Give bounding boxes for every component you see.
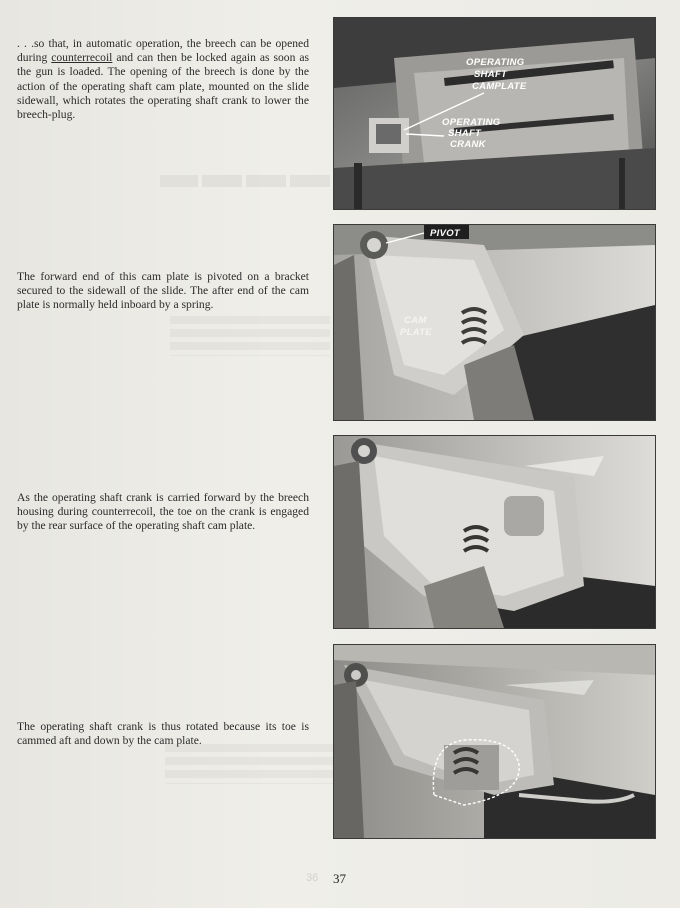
bleed-through-text	[160, 175, 330, 187]
paragraph-crank-forward: As the operating shaft crank is carried forward by the breech housing during counterrecoil, the toe on the crank is engaged by the rear surface of the operating shaft cam plate.	[17, 491, 309, 533]
bleed-through-text	[170, 316, 330, 356]
paragraph-crank-rotated: The operating shaft crank is thus rotated because its toe is cammed aft and down by the cam plate.	[17, 720, 309, 748]
label-crank-line-3: CRANK	[450, 139, 486, 150]
photo-operating-shaft-overview	[333, 17, 656, 210]
photo-cam-plate-pivot	[333, 224, 656, 421]
label-crank-line-2: SHAFT	[448, 128, 482, 139]
photo-image	[334, 225, 655, 420]
label-camplate-line-1: OPERATING	[466, 57, 525, 68]
paragraph-cam-plate-pivot: The forward end of this cam plate is pivoted on a bracket secured to the sidewall of the slide. The after end of the cam plate is normally held inboard by a spring.	[17, 270, 309, 312]
label-crank-line-1: OPERATING	[442, 117, 501, 128]
label-camplate-line-3: CAMPLATE	[472, 81, 527, 92]
page-number: 37	[333, 871, 346, 886]
paragraph-intro	[17, 37, 309, 122]
label-pivot: PIVOT	[430, 228, 461, 239]
underlined-term: counterrecoil	[51, 51, 113, 65]
label-cam-plate-line-1: CAM	[404, 315, 427, 326]
bleed-through-text	[165, 744, 333, 784]
photo-crank-rotated	[333, 644, 656, 839]
paragraph-text: . . .so that, in automatic operation, the breech can be opened during	[17, 37, 309, 65]
bleed-through-page-number: 36	[306, 872, 319, 884]
photo-crank-engaging	[333, 435, 656, 629]
label-cam-plate-line-2: PLATE	[400, 327, 432, 338]
label-camplate-line-2: SHAFT	[474, 69, 508, 80]
paragraph-text: and can then be locked again as soon as the gun is loaded. The opening of the breech is done by the action of the operating shaft cam plate, mounted on the slide sidewall, which rotates the operating shaft crank to lower the breech-plug.	[17, 51, 309, 122]
photo-image	[334, 436, 655, 628]
photo-image	[334, 18, 655, 209]
photo-image	[334, 645, 655, 838]
